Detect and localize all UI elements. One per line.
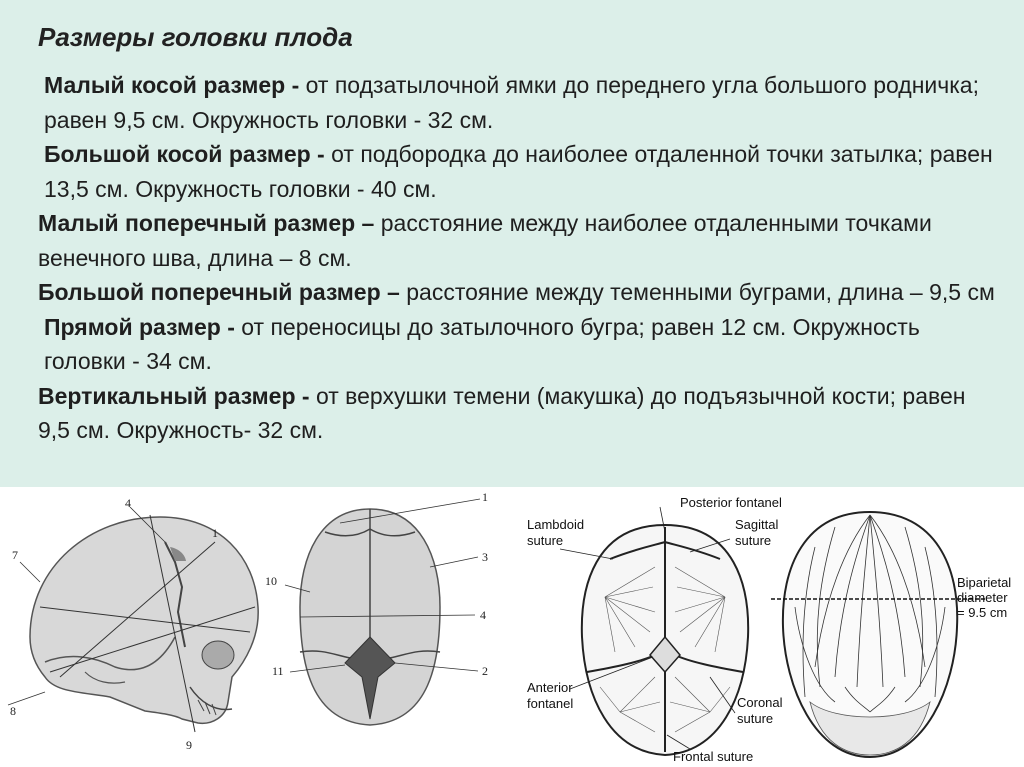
definition: от подзатылочной ямки до переднего угла большого родничка; равен 9,5 см. Окружность головки - 32 см.: [44, 72, 979, 133]
paragraph-small-transverse: [38, 206, 998, 275]
definition: от верхушки темени (макушка) до подъязычной кости; равен 9,5 см. Окружность- 32 см.: [38, 382, 966, 443]
term: Малый поперечный размер –: [38, 210, 375, 236]
skull-top-number: 1: [482, 490, 488, 504]
paragraph-small-oblique: [38, 68, 998, 137]
paragraph-large-oblique: [38, 137, 998, 206]
label-lambdoid: Lambdoid: [527, 517, 585, 532]
term: Прямой размер -: [44, 313, 235, 340]
skull-side-number: 7: [12, 548, 18, 562]
label-coronal: Coronal: [737, 695, 783, 710]
label-sagittal: Sagittal: [735, 517, 779, 532]
skull-top-number: 2: [482, 664, 488, 678]
page-title: Размеры головки плода: [38, 22, 353, 52]
label-anterior-fontanel: fontanel: [527, 696, 574, 711]
definition: от переносицы до затылочного бугра; равен 12 см. Окружность головки - 34 см.: [44, 313, 920, 374]
label-coronal-suture: suture: [737, 711, 774, 726]
label-frontal-suture: Frontal suture: [673, 749, 754, 764]
term: Малый косой размер -: [44, 72, 300, 98]
skull-side-number: 9: [186, 738, 192, 752]
definition: от подбородка до наиболее отдаленной точки затылка; равен 13,5 см. Окружность головки - 40 см.: [44, 141, 993, 202]
definition: расстояние между теменными буграми, длина – 9,5 см: [399, 279, 995, 305]
text-block: [38, 68, 998, 448]
label-anterior: Anterior: [527, 680, 573, 695]
skull-top-number: 11: [272, 664, 284, 678]
term: Большой поперечный размер –: [38, 279, 400, 305]
skull-top-number: 3: [482, 550, 488, 564]
skull-side-number: 4: [125, 496, 131, 510]
paragraph-vertical: [38, 379, 998, 448]
skull-top-number: 10: [265, 574, 277, 588]
fontanel-diagram-right: [515, 487, 1024, 767]
label-posterior-fontanel: Posterior fontanel: [680, 495, 782, 510]
term: Большой косой размер -: [44, 141, 325, 167]
paragraph-large-transverse: [38, 275, 998, 310]
label-biparietal-value: = 9.5 cm: [957, 605, 1008, 620]
label-sagittal-suture: suture: [735, 533, 772, 548]
label-biparietal-diameter: diameter: [957, 590, 1008, 605]
label-lambdoid-suture: suture: [527, 533, 564, 548]
skull-top-number: 4: [480, 608, 486, 622]
skull-diagram-left: [0, 487, 515, 767]
label-biparietal: Biparietal: [957, 575, 1012, 590]
paragraph-straight: [38, 310, 998, 379]
skull-side-number: 1: [212, 526, 218, 540]
term: Вертикальный размер -: [38, 382, 310, 409]
skull-side-number: 8: [10, 704, 16, 718]
definition: расстояние между наиболее отдаленными точками венечного шва, длина – 8 см.: [38, 210, 932, 271]
